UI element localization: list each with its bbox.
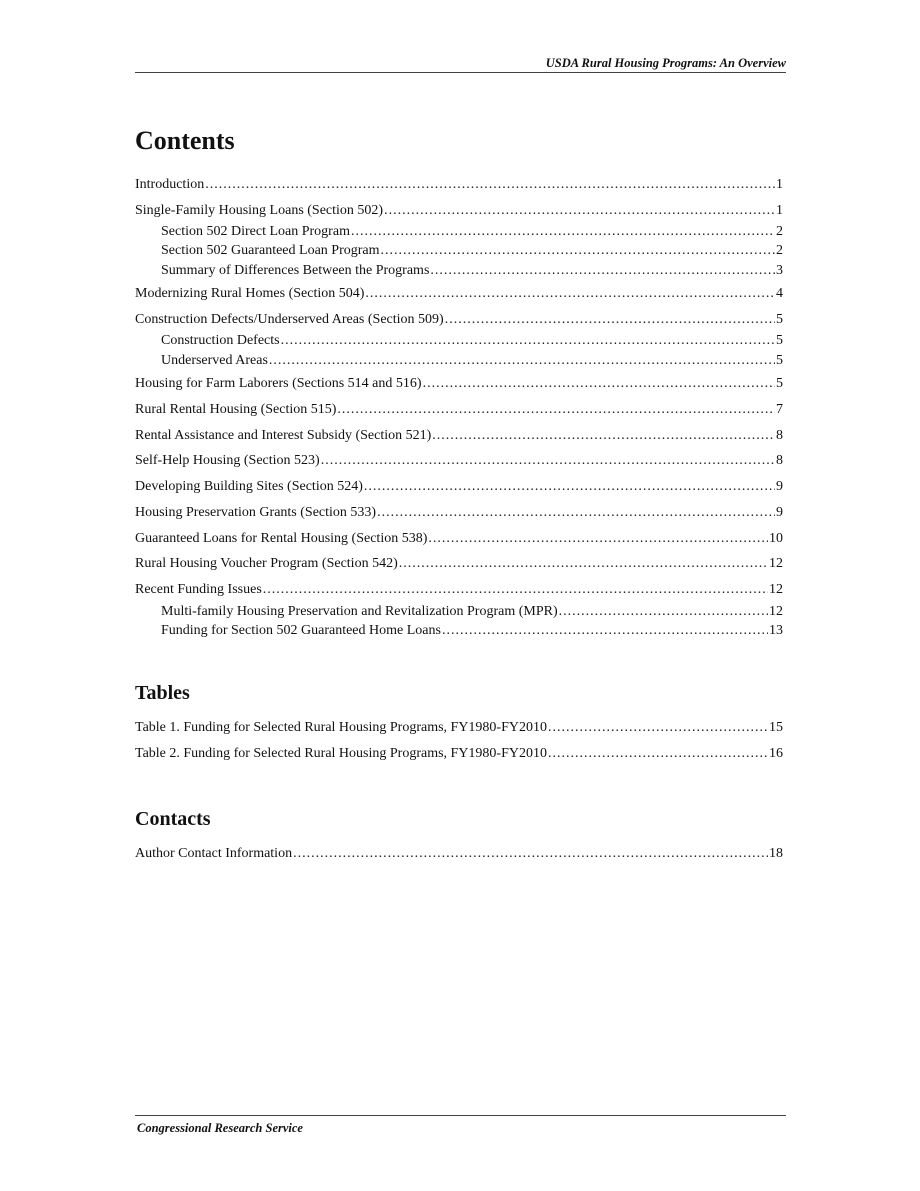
toc-entry[interactable] [161,603,783,621]
contacts-heading: Contacts [135,808,211,830]
toc-entry-page: 2 [776,243,783,258]
toc-entry[interactable] [135,719,783,737]
dot-leader [268,352,775,370]
toc-entry-title: Multi-family Housing Preservation and Revitalization Program (MPR) [161,604,558,619]
dot-leader [280,332,775,350]
dot-leader [204,176,775,194]
running-header: USDA Rural Housing Programs: An Overview [545,56,786,70]
toc-entry-title: Housing Preservation Grants (Section 533) [135,505,377,520]
dot-leader [547,719,768,737]
toc-entry-title: Underserved Areas [161,353,268,368]
dot-leader [422,375,775,393]
toc-entry-page: 9 [776,505,783,520]
toc-entry[interactable] [161,622,783,640]
toc-entry-title: Introduction [135,177,205,192]
toc-entry-page: 8 [776,453,783,468]
toc-entry-title: Modernizing Rural Homes (Section 504) [135,286,365,301]
contents-heading: Contents [135,126,235,155]
tables-heading: Tables [135,682,190,704]
toc-entry-page: 5 [776,333,783,348]
toc-entry[interactable] [135,285,783,303]
toc-entry-title: Self-Help Housing (Section 523) [135,453,320,468]
toc-entry-title: Developing Building Sites (Section 524) [135,479,363,494]
dot-leader [336,401,775,419]
toc-entry-page: 12 [769,556,783,571]
toc-entry[interactable] [135,452,783,470]
toc-entry-title: Rental Assistance and Interest Subsidy (Section 521) [135,428,432,443]
dot-leader [431,427,775,445]
dot-leader [398,555,768,573]
toc-entry-title: Single-Family Housing Loans (Section 502) [135,203,384,218]
dot-leader [558,603,768,621]
dot-leader [380,242,776,260]
toc-entry-page: 3 [776,263,783,278]
toc-entry-title: Construction Defects [161,333,280,348]
toc-entry[interactable] [161,242,783,260]
toc-entry-title: Table 2. Funding for Selected Rural Housing Programs, FY1980-FY2010 [135,746,547,761]
toc-entry[interactable] [135,375,783,393]
toc-entry-page: 12 [769,582,783,597]
toc-entry-page: 15 [769,720,783,735]
toc-entry-page: 4 [776,286,783,301]
toc-entry-page: 16 [769,746,783,761]
toc-entry[interactable] [135,745,783,763]
toc-entry[interactable] [135,311,783,329]
toc-entry[interactable] [161,223,783,241]
dot-leader [376,504,775,522]
dot-leader [547,745,768,763]
toc-entry-title: Housing for Farm Laborers (Sections 514 and 516) [135,376,422,391]
toc-entry[interactable] [135,401,783,419]
toc-entry-page: 12 [769,604,783,619]
toc-entry[interactable] [135,202,783,220]
toc-entry-page: 5 [776,376,783,391]
dot-leader [364,285,775,303]
toc-entry-title: Construction Defects/Underserved Areas (Section 509) [135,312,444,327]
toc-entry-page: 18 [769,846,783,861]
toc-entry-page: 1 [776,203,783,218]
toc-entry-page: 2 [776,224,783,239]
toc-entry-page: 10 [769,531,783,546]
toc-entry-title: Section 502 Guaranteed Loan Program [161,243,380,258]
toc-entry-page: 5 [776,312,783,327]
header-rule [135,72,786,73]
toc-entry[interactable] [135,504,783,522]
toc-entry[interactable] [135,581,783,599]
toc-entry-title: Author Contact Information [135,846,293,861]
toc-entry[interactable] [135,427,783,445]
toc-entry-page: 8 [776,428,783,443]
toc-entry-title: Funding for Section 502 Guaranteed Home Loans [161,623,441,638]
toc-entry[interactable] [161,352,783,370]
running-footer: Congressional Research Service [137,1121,303,1135]
toc-entry[interactable] [161,262,783,280]
toc-entry[interactable] [135,530,783,548]
toc-entry-title: Summary of Differences Between the Programs [161,263,430,278]
toc-entry-title: Rural Housing Voucher Program (Section 542) [135,556,398,571]
toc-entry-title: Table 1. Funding for Selected Rural Housing Programs, FY1980-FY2010 [135,720,547,735]
footer-rule [135,1115,786,1116]
toc-entry-title: Recent Funding Issues [135,582,262,597]
dot-leader [427,530,768,548]
toc-entry-page: 9 [776,479,783,494]
toc-entry-title: Section 502 Direct Loan Program [161,224,350,239]
toc-entry[interactable] [135,176,783,194]
toc-entry[interactable] [161,332,783,350]
toc-entry-page: 13 [769,623,783,638]
dot-leader [363,478,775,496]
dot-leader [383,202,775,220]
toc-entry-page: 7 [776,402,783,417]
toc-entry-title: Guaranteed Loans for Rental Housing (Section 538) [135,531,428,546]
dot-leader [320,452,775,470]
toc-entry-page: 1 [776,177,783,192]
toc-entry[interactable] [135,555,783,573]
toc-entry[interactable] [135,845,783,863]
dot-leader [444,311,775,329]
dot-leader [429,262,775,280]
toc-entry-page: 5 [776,353,783,368]
dot-leader [262,581,768,599]
dot-leader [350,223,775,241]
toc-entry-title: Rural Rental Housing (Section 515) [135,402,337,417]
dot-leader [292,845,768,863]
toc-entry[interactable] [135,478,783,496]
dot-leader [441,622,768,640]
